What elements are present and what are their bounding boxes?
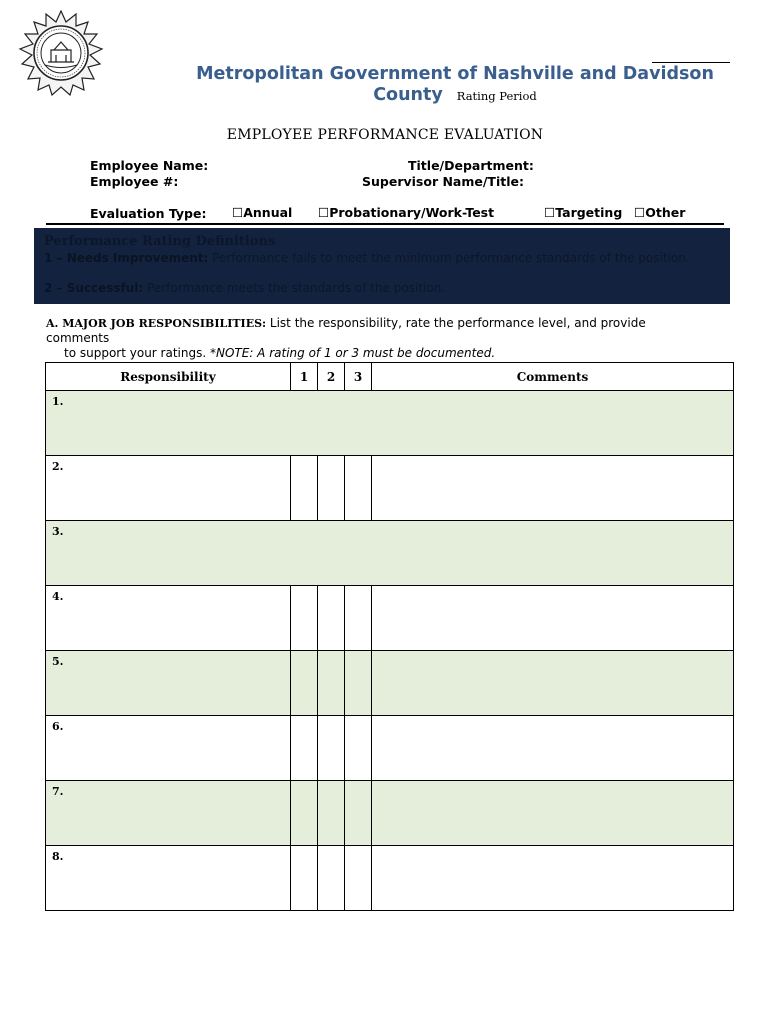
rating-3-header: 3 (345, 363, 372, 391)
rating-1-cell[interactable] (291, 716, 318, 781)
rating-2-cell[interactable] (318, 586, 345, 651)
responsibility-header: Responsibility (46, 363, 291, 391)
title-department-label: Title/Department: (408, 158, 534, 173)
rating-2-cell[interactable] (318, 781, 345, 846)
rating-2-cell[interactable] (318, 846, 345, 911)
table-row (46, 456, 734, 521)
rating-3-cell[interactable] (345, 716, 372, 781)
responsibility-cell[interactable]: 6. (46, 716, 291, 781)
comments-cell[interactable] (372, 586, 734, 651)
rating-3-cell[interactable] (345, 651, 372, 716)
table-row (46, 521, 734, 586)
responsibility-cell[interactable]: 2. (46, 456, 291, 521)
probationary-option[interactable]: ☐Probationary/Work-Test (318, 205, 495, 220)
responsibility-cell[interactable]: 4. (46, 586, 291, 651)
section-divider (46, 223, 724, 225)
evaluation-type-label: Evaluation Type: (90, 206, 207, 221)
rating-1-cell[interactable] (291, 651, 318, 716)
other-option[interactable]: ☐Other (634, 205, 686, 220)
table-row (46, 781, 734, 846)
table-row (46, 391, 734, 456)
rating-3-cell[interactable] (345, 456, 372, 521)
table-row (46, 651, 734, 716)
checkbox-icon[interactable]: ☐ (318, 205, 330, 220)
rating-2-cell[interactable] (318, 456, 345, 521)
org-title-line2: County (373, 85, 443, 105)
organization-title (150, 64, 760, 107)
rating-1-header: 1 (291, 363, 318, 391)
rating-1-cell[interactable] (291, 781, 318, 846)
org-title-line1: Metropolitan Government of Nashville and Davidson (196, 64, 714, 84)
rating-3-cell[interactable] (345, 586, 372, 651)
responsibility-cell[interactable]: 5. (46, 651, 291, 716)
rating-1-cell[interactable] (291, 846, 318, 911)
targeting-option[interactable]: ☐Targeting (544, 205, 623, 220)
rating-3-cell[interactable] (345, 846, 372, 911)
checkbox-icon[interactable]: ☐ (544, 205, 556, 220)
rating-period-line (652, 62, 730, 63)
employee-number-label: Employee #: (90, 174, 179, 189)
annual-option[interactable]: ☐Annual (232, 205, 293, 220)
comments-cell[interactable] (372, 781, 734, 846)
responsibility-cell[interactable]: 1. (46, 391, 734, 456)
rating-1-cell[interactable] (291, 586, 318, 651)
responsibility-cell[interactable]: 7. (46, 781, 291, 846)
rating-2-header: 2 (318, 363, 345, 391)
definitions-heading: Performance Rating Definitions (44, 234, 276, 249)
rating-period-label: Rating Period (456, 89, 537, 103)
comments-cell[interactable] (372, 716, 734, 781)
table-row (46, 716, 734, 781)
comments-cell[interactable] (372, 846, 734, 911)
rating-2-cell[interactable] (318, 651, 345, 716)
county-seal-logo (18, 10, 104, 96)
comments-cell[interactable] (372, 456, 734, 521)
comments-header: Comments (372, 363, 734, 391)
responsibilities-table (45, 362, 734, 911)
checkbox-icon[interactable]: ☐ (634, 205, 646, 220)
definition-1: 1 – Needs Improvement: Performance fails to meet the minimum performance standards of the position. (44, 251, 690, 265)
definition-2: 2 – Successful: Performance meets the standards of the position. (44, 281, 446, 295)
section-a-instructions: A. MAJOR JOB RESPONSIBILITIES: List the responsibility, rate the performance level, and provide comments to support your ratings. *NOTE: A rating of 1 or 3 must be documented. (46, 316, 646, 360)
rating-1-cell[interactable] (291, 456, 318, 521)
responsibility-cell[interactable]: 3. (46, 521, 734, 586)
section-a-heading: A. MAJOR JOB RESPONSIBILITIES: (46, 317, 267, 330)
document-title: EMPLOYEE PERFORMANCE EVALUATION (226, 127, 544, 143)
table-header-row (46, 363, 734, 391)
table-row (46, 586, 734, 651)
employee-name-label: Employee Name: (90, 158, 209, 173)
rating-2-cell[interactable] (318, 716, 345, 781)
note-text: NOTE: A rating of 1 or 3 must be documented. (215, 346, 496, 360)
comments-cell[interactable] (372, 651, 734, 716)
responsibility-cell[interactable]: 8. (46, 846, 291, 911)
supervisor-label: Supervisor Name/Title: (362, 174, 524, 189)
table-row (46, 846, 734, 911)
rating-definitions-box (34, 228, 730, 304)
checkbox-icon[interactable]: ☐ (232, 205, 244, 220)
rating-3-cell[interactable] (345, 781, 372, 846)
